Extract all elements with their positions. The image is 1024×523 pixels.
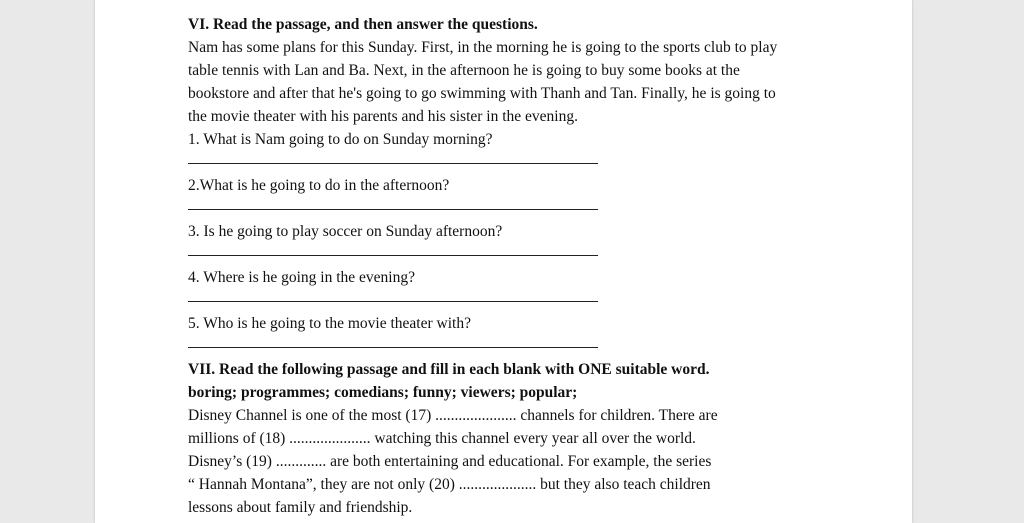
question-1-answer-line[interactable] (188, 163, 598, 164)
question-5-answer-line[interactable] (188, 347, 598, 348)
section-6-heading: VI. Read the passage, and then answer the questions. (188, 16, 538, 33)
question-3-text: 3. Is he going to play soccer on Sunday afternoon? (188, 223, 503, 240)
fill-passage-line-4: “ Hannah Montana”, they are not only (20) .................... but they also teach children (188, 476, 711, 493)
question-3-answer-line[interactable] (188, 255, 598, 256)
question-4-answer-line[interactable] (188, 301, 598, 302)
passage-line-1: Nam has some plans for this Sunday. First, in the morning he is going to the sports club to play (188, 39, 778, 56)
fill-passage-line-1: Disney Channel is one of the most (17) ..................... channels for children. There are (188, 407, 718, 424)
passage-line-2: table tennis with Lan and Ba. Next, in the afternoon he is going to buy some books at the (188, 62, 740, 79)
question-1-text: 1. What is Nam going to do on Sunday morning? (188, 131, 493, 148)
question-5 (188, 312, 878, 358)
passage-line-4: the movie theater with his parents and his sister in the evening. (188, 108, 578, 125)
word-bank: boring; programmes; comedians; funny; viewers; popular; (188, 384, 578, 401)
question-3 (188, 220, 878, 266)
question-4-text: 4. Where is he going in the evening? (188, 269, 415, 286)
question-2-text: 2.What is he going to do in the afternoon? (188, 177, 450, 194)
question-5-text: 5. Who is he going to the movie theater with? (188, 315, 471, 332)
fill-passage-line-5: lessons about family and friendship. (188, 499, 413, 516)
passage-line-3: bookstore and after that he's going to go swimming with Thanh and Tan. Finally, he is going to (188, 85, 776, 102)
document-content (188, 13, 878, 519)
fill-passage-line-2: millions of (18) ..................... watching this channel every year all over the world. (188, 430, 696, 447)
question-2 (188, 174, 878, 220)
fill-passage-line-3: Disney’s (19) ............. are both entertaining and educational. For example, the series (188, 453, 712, 470)
question-4 (188, 266, 878, 312)
question-1 (188, 128, 878, 174)
section-7-heading: VII. Read the following passage and fill in each blank with ONE suitable word. (188, 361, 710, 378)
document-page (95, 0, 912, 523)
question-2-answer-line[interactable] (188, 209, 598, 210)
